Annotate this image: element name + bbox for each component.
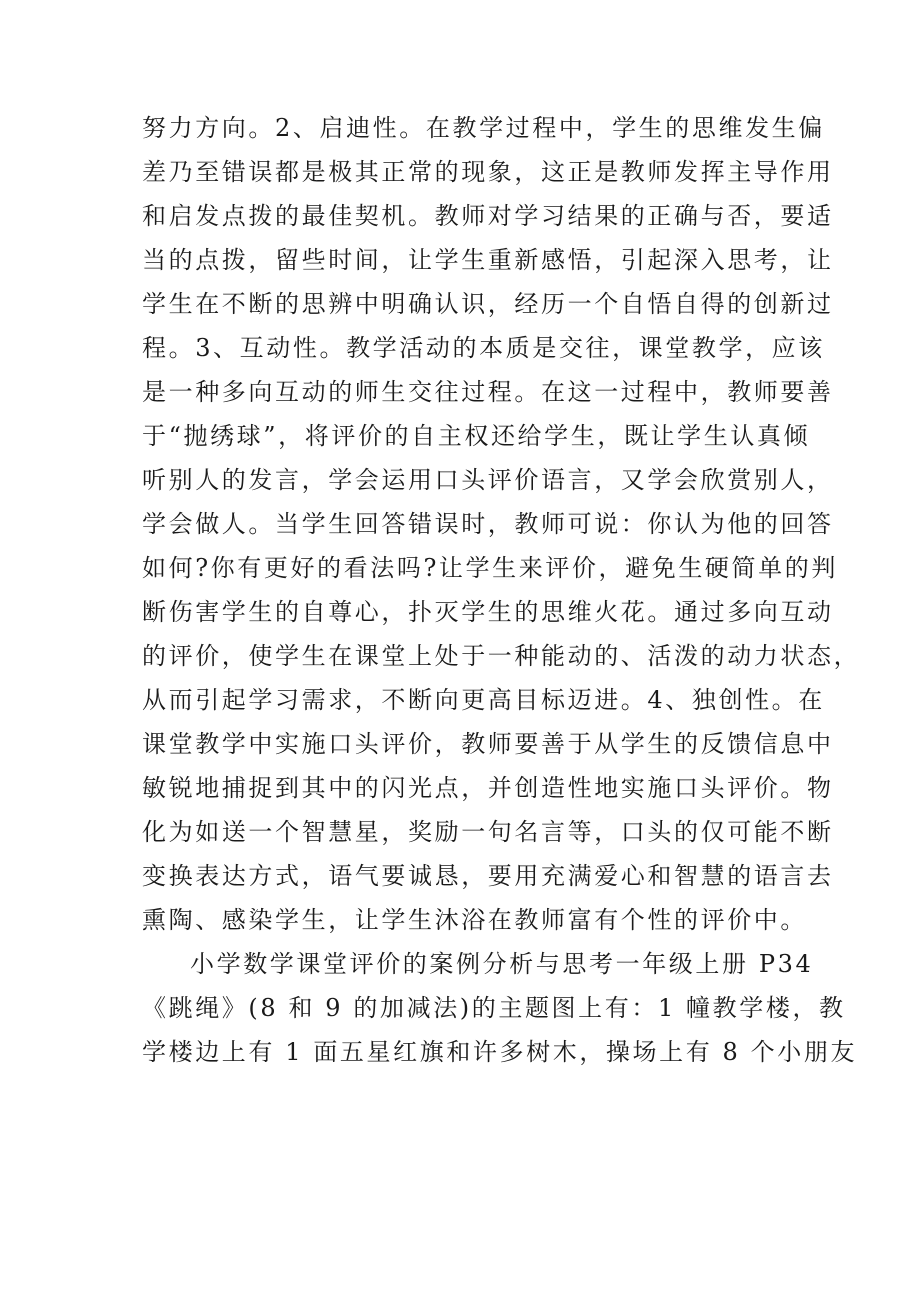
text-line: 敏锐地捕捉到其中的闪光点，并创造性地实施口头评价。物 [142,774,834,802]
text-line: 是一种多向互动的师生交往过程。在这一过程中，教师要善 [142,378,834,406]
text-line: 学会做人。当学生回答错误时，教师可说：你认为他的回答 [142,510,834,538]
text-line: 课堂教学中实施口头评价，教师要善于从学生的反馈信息中 [142,730,834,758]
text-line: 程。3、互动性。教学活动的本质是交往，课堂教学，应该 [142,334,825,362]
text-line: 听别人的发言，学会运用口头评价语言，又学会欣赏别人， [142,466,834,494]
text-line: 努力方向。2、启迪性。在教学过程中，学生的思维发生偏 [142,114,825,142]
text-line: 学生在不断的思辨中明确认识，经历一个自悟自得的创新过 [142,290,834,318]
text-line: 《跳绳》(8 和 9 的加减法)的主题图上有：1 幢教学楼，教 [142,994,846,1022]
text-line: 从而引起学习需求，不断向更高目标迈进。4、独创性。在 [142,686,825,714]
text-line: 当的点拨，留些时间，让学生重新感悟，引起深入思考，让 [142,246,834,274]
text-line: 的评价，使学生在课堂上处于一种能动的、活泼的动力状态， [142,642,861,670]
paragraph-first-line: 小学数学课堂评价的案例分析与思考一年级上册 P34 [190,950,814,978]
text-line: 如何?你有更好的看法吗?让学生来评价，避免生硬简单的判 [142,554,838,582]
text-line: 学楼边上有 1 面五星红旗和许多树木，操场上有 8 个小朋友 [142,1038,858,1066]
text-line: 断伤害学生的自尊心，扑灭学生的思维火花。通过多向互动 [142,598,834,626]
text-line: 变换表达方式，语气要诚恳，要用充满爱心和智慧的语言去 [142,862,834,890]
text-line: 于“抛绣球”，将评价的自主权还给学生，既让学生认真倾 [142,422,811,450]
text-line: 熏陶、感染学生，让学生沐浴在教师富有个性的评价中。 [142,906,807,934]
text-line: 和启发点拨的最佳契机。教师对学习结果的正确与否，要适 [142,202,834,230]
text-line: 差乃至错误都是极其正常的现象，这正是教师发挥主导作用 [142,158,834,186]
text-line: 化为如送一个智慧星，奖励一句名言等，口头的仅可能不断 [142,818,834,846]
